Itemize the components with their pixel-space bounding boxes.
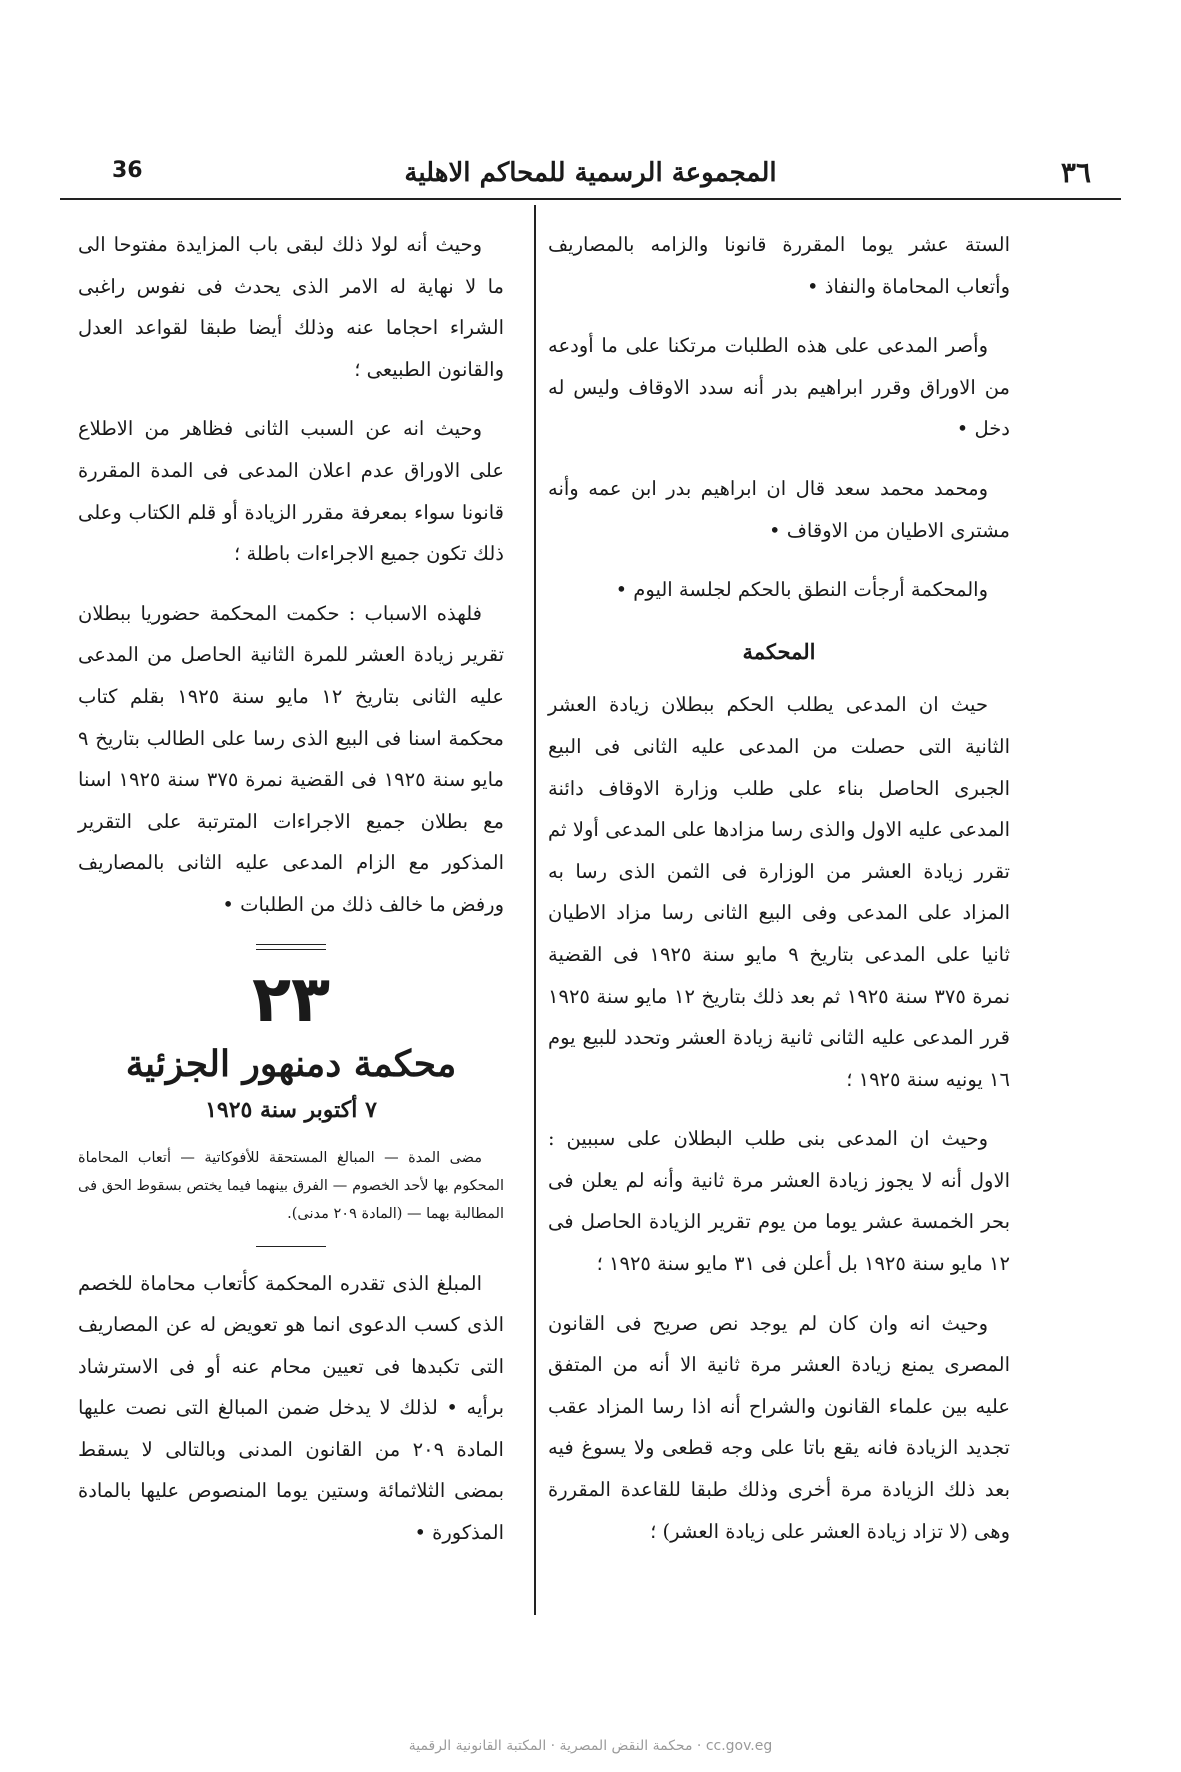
column-divider	[534, 205, 536, 1615]
paragraph: فلهذه الاسباب : حكمت المحكمة حضوريا ببطلان تقرير زيادة العشر للمرة الثانية الحاصل من المدعى عليه الثانى بتاريخ ١٢ مايو سنة ١٩٢٥ بقلم كتاب محكمة اسنا فى البيع الذى رسا على الطالب بتاريخ ٩ مايو سنة ١٩٢٥ فى القضية نمرة ٣٧٥ سنة ١٩٢٥ اسنا مع بطلان جميع الاجراءات المترتبة على التقرير المذكور مع الزام المدعى عليه الثانى بالمصاريف ورفض ما خالف ذلك من الطلبات •	[78, 601, 504, 916]
left-column	[78, 224, 504, 1572]
court-name: محكمة دمنهور الجزئية	[125, 1042, 457, 1085]
case-date: ٧ أكتوبر سنة ١٩٢٥	[205, 1096, 377, 1123]
page-number-latin: 36	[112, 158, 143, 183]
page-number-arabic: ٣٦	[1060, 156, 1091, 189]
case-summary: مضى المدة — المبالغ المستحقة للأفوكاتية — أتعاب المحاماة المحكوم بها لأحد الخصوم — الفرق بينهما فيما يختص بسقوط الحق فى المطالبة بهما — (المادة ٢٠٩ مدنى).	[78, 1149, 504, 1222]
paragraph: وحيث انه وان كان لم يوجد نص صريح فى القانون المصرى يمنع زيادة العشر مرة ثانية الا أنه من المتفق عليه بين علماء القانون والشراح أنه اذا رسا المزاد عقب تجديد الزيادة فانه يقع باتا على وجه قطعى ولا يسوغ فيه بعد ذلك الزيادة مرة أخرى وذلك طبقا للقاعدة المقررة وهى (لا تزاد زيادة العشر على زيادة العشر) ؛	[548, 1311, 1010, 1543]
paragraph: والمحكمة أرجأت النطق بالحكم لجلسة اليوم •	[615, 578, 988, 602]
separator-rule	[256, 1246, 326, 1247]
paragraph: وأصر المدعى على هذه الطلبات مرتكنا على ما أودعه من الاوراق وقرر ابراهيم بدر أنه سدد الاوقاف وليس له دخل •	[548, 334, 1010, 441]
paragraph: الستة عشر يوما المقررة قانونا والزامه بالمصاريف وأتعاب المحاماة والنفاذ •	[548, 233, 1010, 298]
right-column	[548, 224, 1010, 1570]
paragraph: وحيث انه عن السبب الثانى فظاهر من الاطلاع على الاوراق عدم اعلان المدعى فى المدة المقررة قانونا سواء بمعرفة مقرر الزيادة أو قلم الكتاب وعلى ذلك تكون جميع الاجراءات باطلة ؛	[78, 417, 504, 566]
case-heading-block	[78, 944, 504, 1130]
paragraph: وحيث أنه لولا ذلك لبقى باب المزايدة مفتوحا الى ما لا نهاية له الامر الذى يحدث فى نفوس راغبى الشراء احجاما عنه وذلك أيضا طبقا لقواعد العدل والقانون الطبيعى ؛	[78, 233, 504, 381]
page-footer: cc.gov.eg · محكمة النقض المصرية · المكتبة القانونية الرقمية	[408, 1738, 773, 1754]
separator-rule	[256, 944, 326, 945]
publication-title: المجموعة الرسمية للمحاكم الاهلية	[404, 158, 777, 188]
paragraph: المبلغ الذى تقدره المحكمة كأتعاب محاماة للخصم الذى كسب الدعوى انما هو تعويض له عن المصاريف التى تكبدها فى تعيين محام عنه أو فى الاسترشاد برأيه • لذلك لا يدخل ضمن المبالغ التى نصت عليها المادة ٢٠٩ من القانون المدنى وبالتالى لا يسقط بمضى الثلاثمائة وستين يوما المنصوص عليها بالمادة المذكورة •	[78, 1271, 504, 1545]
section-heading: المحكمة	[742, 638, 816, 664]
case-number: ٢٣	[251, 962, 331, 1037]
paragraph: ومحمد محمد سعد قال ان ابراهيم بدر ابن عمه وأنه مشترى الاطيان من الاوقاف •	[548, 476, 1010, 542]
paragraph: وحيث ان المدعى بنى طلب البطلان على سببين : الاول أنه لا يجوز زيادة العشر مرة ثانية وأنه لم يعلن فى بحر الخمسة عشر يوما من يوم تقرير الزيادة الحاصل فى ١٢ مايو سنة ١٩٢٥ بل أعلن فى ٣١ مايو سنة ١٩٢٥ ؛	[548, 1127, 1010, 1276]
separator-rule	[256, 949, 326, 950]
page-header	[60, 150, 1121, 200]
paragraph: حيث ان المدعى يطلب الحكم ببطلان زيادة العشر الثانية التى حصلت من المدعى عليه الثانى فى البيع الجبرى الحاصل بناء على طلب وزارة الاوقاف دائنة المدعى عليه الاول والذى رسا مزادها على المدعى أولا ثم تقرر زيادة العشر من الوزارة فى الثمن الذى رسا به المزاد على المدعى وفى البيع الثانى رسا مزاد الاطيان ثانيا على المدعى بتاريخ ٩ مايو سنة ١٩٢٥ فى القضية نمرة ٣٧٥ سنة ١٩٢٥ ثم بعد ذلك بتاريخ ١٢ مايو سنة ١٩٢٥ قرر المدعى عليه الثانى ثانية زيادة العشر وتحدد للبيع يوم ١٦ يونيه سنة ١٩٢٥ ؛	[548, 693, 1011, 1091]
